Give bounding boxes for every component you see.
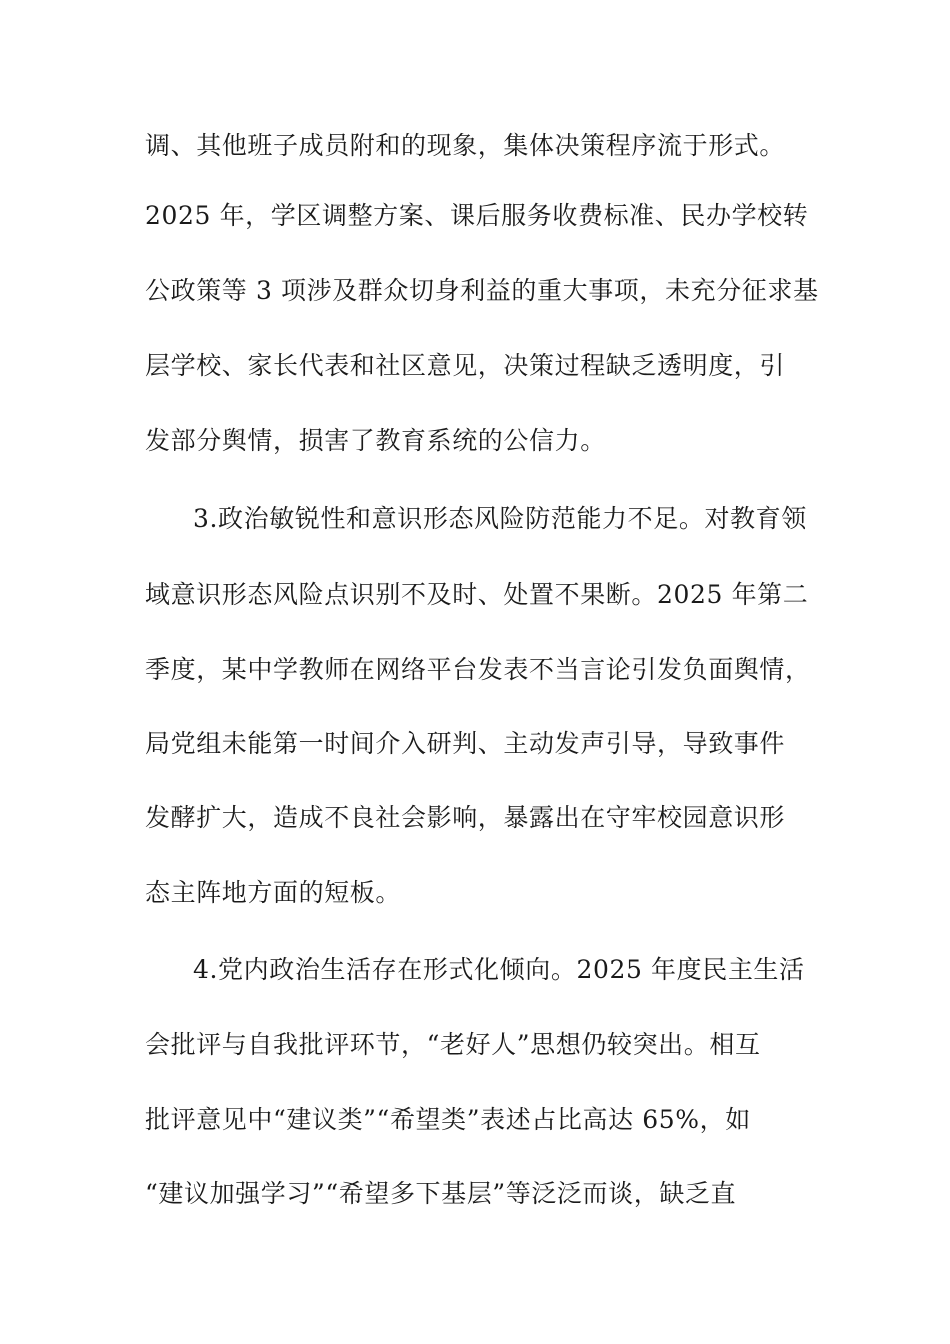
text-line: “建议加强学习”“希望多下基层”等泛泛而谈，缺乏直 [145, 1179, 737, 1208]
text-line: 发部分舆情，损害了教育系统的公信力。 [145, 426, 606, 455]
text-line: 局党组未能第一时间介入研判、主动发声引导，导致事件 [145, 729, 786, 758]
text-line: 季度，某中学教师在网络平台发表不当言论引发负面舆情， [145, 655, 811, 684]
text-line: 会批评与自我批评环节，“老好人”思想仍较突出。相互 [145, 1030, 761, 1059]
section-heading-line: 3.政治敏锐性和意识形态风险防范能力不足。对教育领 [193, 504, 807, 533]
text-line: 发酵扩大，造成不良社会影响，暴露出在守牢校园意识形 [145, 803, 786, 832]
text-line: 层学校、家长代表和社区意见，决策过程缺乏透明度，引 [145, 351, 786, 380]
text-line: 公政策等 3 项涉及群众切身利益的重大事项，未充分征求基 [145, 276, 819, 305]
text-line: 态主阵地方面的短板。 [145, 878, 402, 907]
text-line: 调、其他班子成员附和的现象，集体决策程序流于形式。 [145, 131, 786, 160]
text-line: 批评意见中“建议类”“希望类”表述占比高达 65%，如 [145, 1105, 751, 1134]
text-line: 域意识形态风险点识别不及时、处置不果断。2025 年第二 [145, 580, 809, 609]
section-heading-line: 4.党内政治生活存在形式化倾向。2025 年度民主生活 [193, 955, 805, 984]
text-line: 2025 年，学区调整方案、课后服务收费标准、民办学校转 [145, 201, 809, 230]
